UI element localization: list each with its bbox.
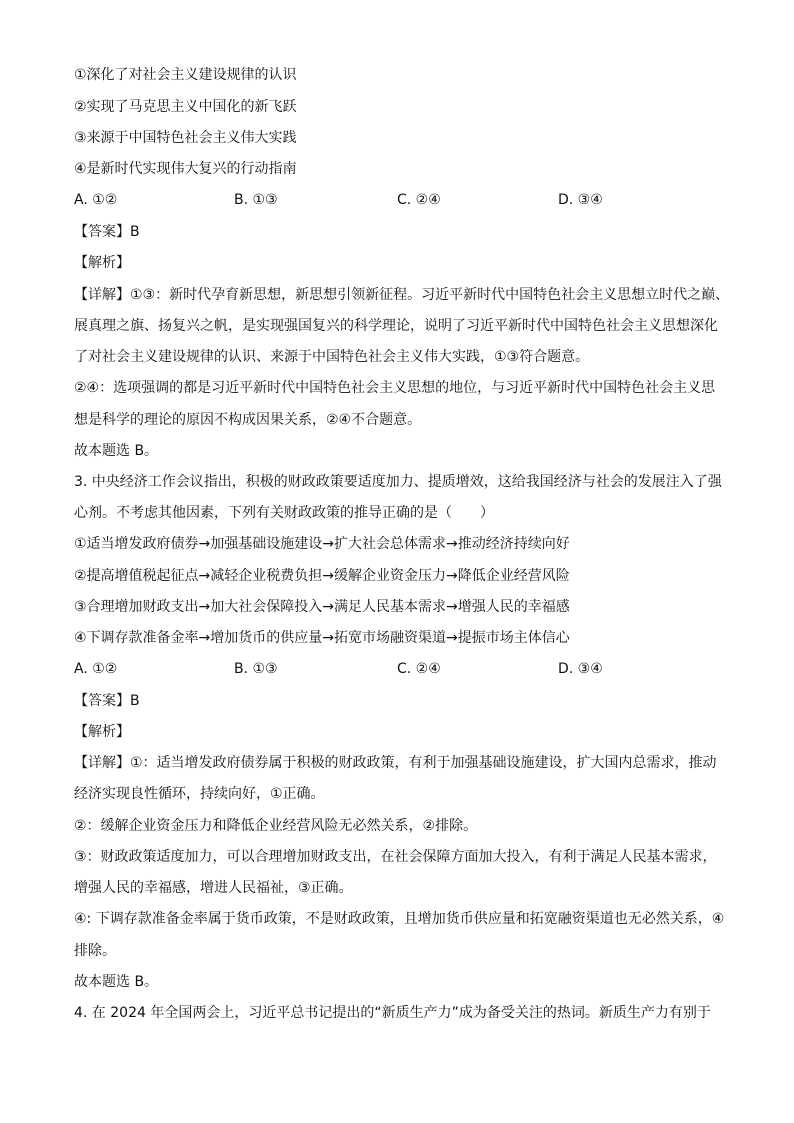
q2-conclusion: 故本题选 B。 — [74, 443, 159, 459]
q3-detail-line-7: 排除。 — [74, 943, 116, 959]
q2-analysis-label: 【解析】 — [74, 255, 130, 271]
q3-stem-line-1: 3. 中央经济工作会议指出，积极的财政政策要适度加力、提质增效，这给我国经济与社会的发展注入了强 — [74, 474, 722, 490]
q3-option-d: D. ③④ — [558, 661, 603, 677]
q2-option-d: D. ③④ — [558, 192, 603, 208]
q3-detail-line-5: 增强人民的幸福感，增进人民福祉，③正确。 — [74, 880, 353, 896]
q3-detail-line-1: 【详解】①：适当增发政府债券属于积极的财政政策，有利于加强基础设施建设，扩大国内总需求，推动 — [74, 755, 717, 771]
q3-options — [74, 659, 724, 679]
q3-detail-line-4: ③：财政政策适度加力，可以合理增加财政支出，在社会保障方面加大投入，有利于满足人民基本需求， — [74, 849, 717, 865]
q2-detail-line-3: 了对社会主义建设规律的认识、来源于中国特色社会主义伟大实践，①③符合题意。 — [74, 349, 590, 365]
q4-stem-line-1: 4. 在 2024 年全国两会上，习近平总书记提出的“新质生产力”成为备受关注的热词。新质生产力有别于 — [74, 1005, 711, 1021]
q2-detail-line-5: 想是科学的理论的原因不构成因果关系，②④不合题意。 — [74, 412, 422, 428]
q3-stem-line-2: 心剂。不考虑其他因素，下列有关财政政策的推导正确的是（ ） — [74, 505, 494, 521]
q3-analysis-label: 【解析】 — [74, 724, 130, 740]
q3-detail-line-2: 经济实现良性循环，持续向好，①正确。 — [74, 786, 325, 802]
q3-item-3: ③合理增加财政支出→加大社会保障投入→满足人民基本需求→增强人民的幸福感 — [74, 599, 570, 615]
q3-item-2: ②提高增值税起征点→减轻企业税费负担→缓解企业资金压力→降低企业经营风险 — [74, 568, 570, 584]
q2-options — [74, 190, 724, 210]
q3-answer: 【答案】B — [74, 693, 140, 709]
q2-item-1: ①深化了对社会主义建设规律的认识 — [74, 67, 297, 83]
q3-item-4: ④下调存款准备金率→增加货币的供应量→拓宽市场融资渠道→提振市场主体信心 — [74, 630, 570, 646]
q3-option-c: C. ②④ — [397, 661, 441, 677]
q2-item-2: ②实现了马克思主义中国化的新飞跃 — [74, 99, 297, 115]
q2-detail-line-1: 【详解】①③：新时代孕育新思想，新思想引领新征程。习近平新时代中国特色社会主义思想立时代之巅、 — [74, 287, 730, 303]
q2-answer: 【答案】B — [74, 224, 140, 240]
q2-item-3: ③来源于中国特色社会主义伟大实践 — [74, 130, 297, 146]
q3-detail-line-3: ②：缓解企业资金压力和降低企业经营风险无必然关系，②排除。 — [74, 818, 478, 834]
q2-detail-line-4: ②④：选项强调的都是习近平新时代中国特色社会主义思想的地位，与习近平新时代中国特色社会主义思 — [74, 380, 716, 396]
q3-detail-line-6: ④: 下调存款准备金率属于货币政策，不是财政政策，且增加货币供应量和拓宽融资渠道也无必然关系，④ — [74, 911, 725, 927]
q3-conclusion: 故本题选 B。 — [74, 974, 159, 990]
q2-detail-line-2: 展真理之旗、扬复兴之帆，是实现强国复兴的科学理论，说明了习近平新时代中国特色社会主义思想深化 — [74, 318, 718, 334]
q2-option-c: C. ②④ — [397, 192, 441, 208]
q3-option-b: B. ①③ — [234, 661, 278, 677]
q2-option-b: B. ①③ — [234, 192, 278, 208]
q3-option-a: A. ①② — [74, 661, 118, 677]
q3-item-1: ①适当增发政府债券→加强基础设施建设→扩大社会总体需求→推动经济持续向好 — [74, 536, 570, 552]
q2-option-a: A. ①② — [74, 192, 118, 208]
q2-item-4: ④是新时代实现伟大复兴的行动指南 — [74, 161, 297, 177]
